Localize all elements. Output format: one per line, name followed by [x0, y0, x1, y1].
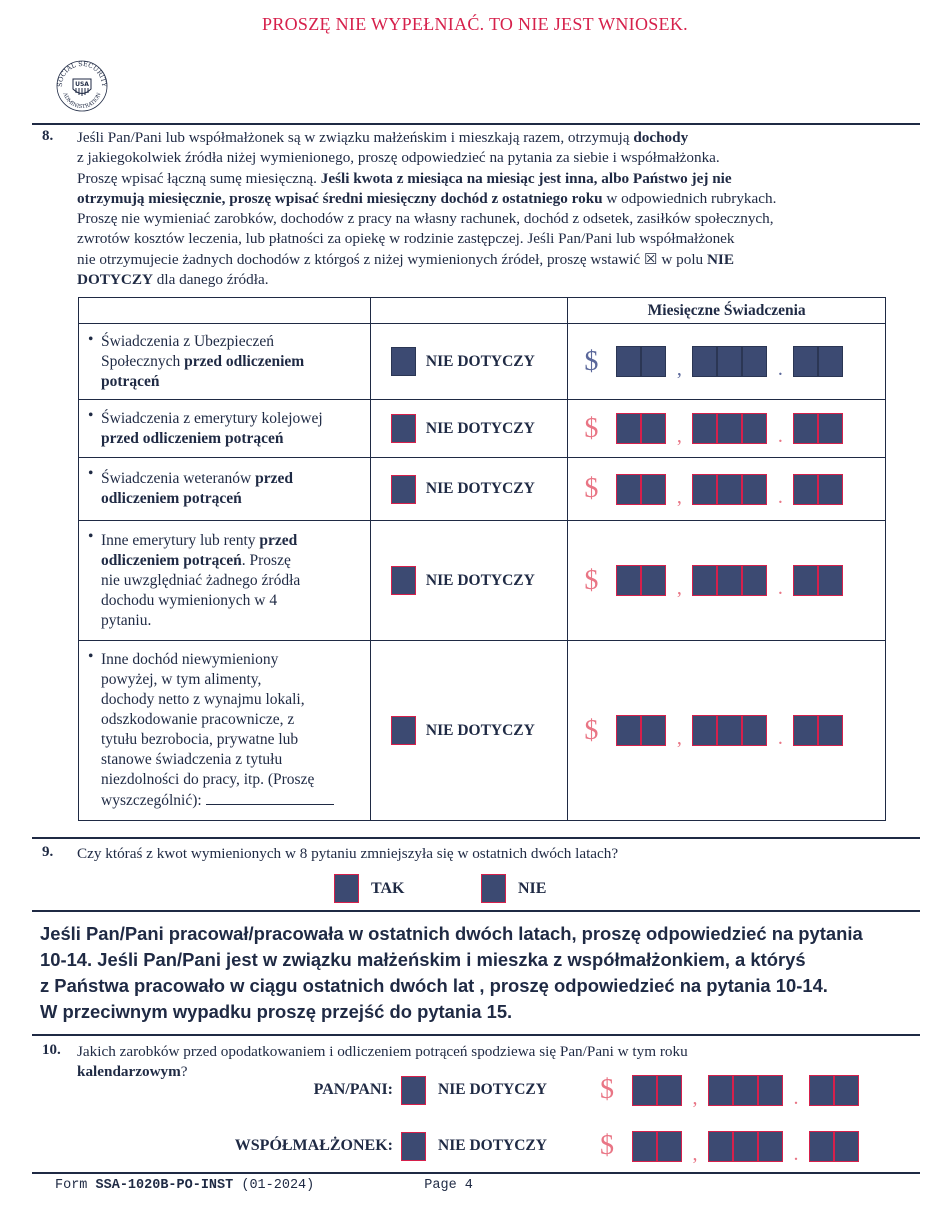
divider	[32, 1034, 920, 1036]
text-segment: Świadczenia weteranów	[101, 470, 256, 487]
digit-box[interactable]	[616, 413, 641, 444]
form-footer	[55, 1178, 473, 1193]
not-applicable-checkbox[interactable]	[401, 1076, 426, 1105]
digit-box[interactable]	[692, 565, 717, 596]
text-segment: stanowe świadczenia z tytułu	[101, 751, 283, 768]
digit-box[interactable]	[793, 565, 818, 596]
digit-box[interactable]	[793, 715, 818, 746]
comma-separator: ,	[692, 1086, 698, 1109]
digit-box[interactable]	[641, 346, 666, 377]
text-segment: Świadczenia z emerytury kolejowej	[101, 409, 323, 427]
divider	[32, 837, 920, 839]
text-segment: pytaniu.	[101, 611, 152, 629]
digit-box[interactable]	[717, 413, 742, 444]
not-applicable-option[interactable]	[371, 716, 567, 745]
cents-digits	[809, 1131, 859, 1162]
digit-box[interactable]	[793, 346, 818, 377]
digit-box[interactable]	[793, 413, 818, 444]
specify-blank-line[interactable]	[206, 790, 334, 805]
not-applicable-cell	[370, 521, 567, 641]
text-segment: dochody netto z wynajmu lokali,	[101, 691, 305, 708]
bold-text: Jeśli kwota z miesiąca na miesiąc jest inna, albo Państwo jej nie	[320, 169, 732, 187]
not-applicable-option[interactable]	[371, 414, 567, 443]
text-line	[77, 229, 917, 249]
digit-box[interactable]	[616, 715, 641, 746]
text-line	[101, 611, 364, 631]
svg-text:ADMINISTRATION: ADMINISTRATION	[61, 91, 103, 111]
income-row	[79, 324, 886, 400]
hundreds-digits	[692, 715, 767, 746]
bold-text: DOTYCZY	[77, 271, 153, 289]
digit-box[interactable]	[616, 346, 641, 377]
text-line	[101, 790, 364, 811]
thousands-digits	[616, 565, 666, 596]
digit-box[interactable]	[742, 565, 767, 596]
not-applicable-cell	[370, 458, 567, 521]
income-row	[79, 400, 886, 458]
not-applicable-cell	[370, 324, 567, 400]
monthly-benefits-header: Miesięczne Świadczenia	[568, 298, 886, 324]
amount-cell	[568, 521, 886, 641]
comma-separator: ,	[676, 727, 682, 749]
dollar-sign: $	[584, 714, 599, 746]
text-line	[77, 209, 917, 229]
bold-text: przed odliczeniem potrąceń	[101, 429, 284, 447]
ssa-seal-logo	[54, 56, 110, 112]
work-instruction	[40, 921, 910, 1025]
text-line	[101, 372, 364, 392]
digit-box[interactable]	[717, 346, 742, 377]
digit-box[interactable]	[742, 346, 767, 377]
instruction-line: Jeśli Pan/Pani pracował/pracowała w ostatnich dwóch latach, proszę odpowiedzieć na pytania	[40, 923, 863, 944]
question-8-text	[77, 128, 917, 290]
bullet: •	[88, 331, 94, 348]
digit-box[interactable]	[742, 474, 767, 505]
text-segment: niezdolności do pracy, itp. (Proszę	[101, 771, 315, 788]
text-line	[101, 469, 364, 489]
text-line	[77, 189, 917, 209]
divider	[32, 1172, 920, 1174]
question-8-number: 8.	[42, 128, 54, 144]
not-applicable-checkbox[interactable]	[391, 716, 416, 745]
amount-cell	[568, 324, 886, 400]
text-segment: dla danego źródła.	[152, 271, 269, 289]
dollar-sign: $	[600, 1130, 614, 1161]
digit-box[interactable]	[632, 1075, 657, 1106]
earnings-self-row	[200, 1074, 859, 1109]
hundreds-digits	[692, 474, 767, 505]
comma-separator: ,	[676, 577, 682, 599]
not-applicable-checkbox[interactable]	[391, 347, 416, 376]
comma-separator: ,	[676, 358, 682, 380]
bold-text: przed	[255, 470, 293, 487]
digit-box[interactable]	[758, 1075, 783, 1106]
income-row	[79, 521, 886, 641]
text-segment: tytułu bezrobocia, prywatne lub	[101, 731, 299, 748]
text-segment: nie otrzymujecie żadnych dochodów z którgoś z niżej wymienionych źródeł, proszę wstawić ☒ w polu	[77, 250, 707, 268]
instruction-line: 10-14. Jeśli Pan/Pani jest w związku małżeńskim i mieszka z współmałżonkiem, a któryś	[40, 949, 806, 970]
earnings-amount-field	[588, 1130, 859, 1165]
question-9-text: Czy któraś z kwot wymienionych w 8 pytaniu zmniejszyła się w ostatnich dwóch latach?	[77, 845, 619, 862]
header-blank-1	[79, 298, 371, 324]
dollar-sign: $	[584, 345, 599, 377]
not-applicable-label: NIE DOTYCZY	[438, 1081, 547, 1098]
no-checkbox[interactable]	[481, 874, 506, 903]
not-applicable-checkbox[interactable]	[391, 414, 416, 443]
amount-cell	[568, 641, 886, 821]
decimal-separator: .	[777, 727, 783, 749]
digit-box[interactable]	[809, 1131, 834, 1162]
comma-separator: ,	[692, 1142, 698, 1165]
not-applicable-label: NIE DOTYCZY	[438, 1137, 547, 1154]
decimal-separator: .	[777, 485, 783, 508]
hundreds-digits	[692, 413, 767, 444]
cents-digits	[793, 413, 843, 444]
bullet: •	[88, 465, 94, 482]
digit-box[interactable]	[742, 413, 767, 444]
income-source-cell	[79, 641, 371, 821]
text-segment: Inne emerytury lub renty	[101, 531, 260, 549]
question-10-mark: ?	[180, 1063, 188, 1081]
digit-box[interactable]	[717, 474, 742, 505]
bullet: •	[88, 648, 94, 665]
cents-digits	[793, 715, 843, 746]
spouse-label: WSPÓŁMAŁŻONEK:	[234, 1137, 393, 1154]
no-label: NIE	[518, 879, 547, 897]
decimal-separator: .	[793, 1086, 799, 1109]
digit-box[interactable]	[818, 413, 843, 444]
comma-separator: ,	[676, 425, 682, 447]
text-segment: nie uwzględniać żadnego źródła	[101, 571, 301, 589]
monthly-amount-field	[568, 346, 885, 378]
dollar-sign: $	[584, 473, 599, 504]
instruction-line: W przeciwnym wypadku proszę przejść do pytania 15.	[40, 1001, 513, 1022]
comma-separator: ,	[676, 485, 682, 508]
digit-box[interactable]	[616, 474, 641, 505]
text-segment: w odpowiednich rubrykach.	[602, 189, 777, 207]
text-segment: . Proszę	[241, 551, 291, 569]
income-row	[79, 641, 886, 821]
digit-box[interactable]	[641, 715, 666, 746]
text-segment: zwrotów kosztów leczenia, lub płatności za opiekę w rodzinie zastępczej. Jeśli Pan/Pani lub współmałżonek	[77, 230, 735, 248]
header-blank-2	[370, 298, 567, 324]
text-line	[101, 531, 364, 551]
digit-box[interactable]	[793, 474, 818, 505]
dollar-sign: $	[584, 564, 599, 596]
text-line	[101, 429, 364, 449]
amount-cell	[568, 400, 886, 458]
instruction-line: z Państwa pracowało w ciągu ostatnich dwóch lat , proszę odpowiedzieć na pytania 10-14.	[40, 975, 828, 996]
digit-box[interactable]	[758, 1131, 783, 1162]
digit-box[interactable]	[641, 565, 666, 596]
earnings-spouse-row	[160, 1130, 859, 1165]
text-line	[101, 670, 364, 690]
text-line	[101, 489, 364, 509]
text-line	[101, 409, 364, 429]
text-segment: wyszczególnić):	[101, 792, 206, 809]
text-segment: z jakiegokolwiek źródła niżej wymienionego, proszę odpowiedzieć na pytania za siebie i współmałżonka.	[77, 149, 720, 167]
cents-digits	[809, 1075, 859, 1106]
yes-label: TAK	[371, 879, 405, 897]
digit-box[interactable]	[733, 1075, 758, 1106]
digit-box[interactable]	[717, 565, 742, 596]
text-line	[101, 710, 364, 730]
income-source-cell	[79, 521, 371, 641]
thousands-digits	[632, 1131, 682, 1162]
yes-option[interactable]	[334, 874, 404, 903]
digit-box[interactable]	[692, 715, 717, 746]
digit-box[interactable]	[818, 346, 843, 377]
cents-digits	[793, 474, 843, 505]
monthly-amount-field	[568, 413, 885, 445]
do-not-fill-banner: PROSZĘ NIE WYPEŁNIAĆ. TO NIE JEST WNIOSEK.	[262, 14, 688, 34]
digit-box[interactable]	[616, 565, 641, 596]
bold-text: przed odliczeniem	[184, 352, 305, 370]
income-source-cell	[79, 400, 371, 458]
digit-box[interactable]	[692, 413, 717, 444]
text-segment: Społecznych	[101, 352, 185, 370]
text-line	[77, 270, 917, 290]
text-line	[101, 690, 364, 710]
digit-box[interactable]	[809, 1075, 834, 1106]
not-applicable-label: NIE DOTYCZY	[425, 571, 535, 589]
bold-text: odliczeniem potrąceń	[101, 551, 242, 569]
decimal-separator: .	[793, 1142, 799, 1165]
amount-cell	[568, 458, 886, 521]
decimal-separator: .	[777, 358, 783, 380]
digit-box[interactable]	[641, 413, 666, 444]
digit-box[interactable]	[717, 715, 742, 746]
divider	[32, 123, 920, 125]
hundreds-digits	[692, 565, 767, 596]
not-applicable-checkbox[interactable]	[391, 475, 416, 504]
bold-text: dochody	[633, 129, 689, 146]
bullet: •	[88, 407, 94, 424]
digit-box[interactable]	[632, 1131, 657, 1162]
digit-box[interactable]	[818, 565, 843, 596]
monthly-amount-field	[568, 473, 885, 508]
bold-text: otrzymują miesięcznie, proszę wpisać średni miesięczny dochód z ostatniego roku	[77, 189, 603, 207]
cents-digits	[793, 565, 843, 596]
text-segment: Jeśli Pan/Pani lub współmałżonek są w związku małżeńskim i mieszkają razem, otrzymują	[77, 129, 634, 146]
income-source-cell	[79, 458, 371, 521]
text-line	[101, 352, 364, 372]
not-applicable-option[interactable]	[371, 475, 567, 504]
digit-box[interactable]	[641, 474, 666, 505]
divider	[32, 910, 920, 912]
text-line	[101, 770, 364, 790]
text-segment: Świadczenia z Ubezpieczeń	[101, 332, 274, 350]
not-applicable-label: NIE DOTYCZY	[425, 419, 535, 437]
income-row	[79, 458, 886, 521]
text-line	[101, 571, 364, 591]
not-applicable-label: NIE DOTYCZY	[425, 352, 535, 370]
text-segment: odszkodowanie pracownicze, z	[101, 711, 295, 728]
text-line	[101, 650, 364, 670]
svg-text:SOCIAL SECURITY: SOCIAL SECURITY	[55, 59, 109, 88]
pan-pani-label: PAN/PANI:	[313, 1081, 393, 1098]
text-line	[77, 128, 917, 148]
yes-checkbox[interactable]	[334, 874, 359, 903]
form-date: (01-2024)	[233, 1178, 315, 1193]
text-segment: dochodu wymienionych w 4	[101, 591, 278, 609]
digit-box[interactable]	[818, 474, 843, 505]
income-source-cell	[79, 324, 371, 400]
thousands-digits	[616, 413, 666, 444]
svg-text:USA: USA	[75, 81, 89, 88]
cents-digits	[793, 346, 843, 377]
monthly-amount-field	[568, 715, 885, 747]
digit-box[interactable]	[708, 1075, 733, 1106]
question-10-line: Jakich zarobków przed opodatkowaniem i odliczeniem potrąceń spodziewa się Pan/Pani w tym roku	[77, 1043, 688, 1060]
hundreds-digits	[708, 1075, 783, 1106]
decimal-separator: .	[777, 577, 783, 599]
text-line	[77, 169, 917, 189]
thousands-digits	[632, 1075, 682, 1106]
not-applicable-checkbox[interactable]	[401, 1132, 426, 1161]
no-option[interactable]	[481, 874, 546, 903]
not-applicable-option[interactable]	[371, 347, 567, 376]
text-line	[101, 332, 364, 352]
income-table	[78, 297, 886, 821]
question-10-number: 10.	[42, 1042, 61, 1058]
digit-box[interactable]	[657, 1131, 682, 1162]
not-applicable-label: NIE DOTYCZY	[425, 721, 535, 739]
text-line	[101, 591, 364, 611]
text-line	[77, 250, 917, 270]
dollar-sign: $	[600, 1074, 614, 1105]
question-9-number: 9.	[42, 844, 54, 860]
not-applicable-checkbox[interactable]	[391, 566, 416, 595]
thousands-digits	[616, 715, 666, 746]
text-segment: Proszę nie wymieniać zarobków, dochodów z pracy na własny rachunek, dochód z odsetek, zasiłków społecznych,	[77, 210, 774, 228]
monthly-amount-field	[568, 565, 885, 597]
bold-text: przed	[259, 531, 298, 549]
decimal-separator: .	[777, 425, 783, 447]
digit-box[interactable]	[834, 1075, 859, 1106]
text-line	[77, 148, 917, 168]
digit-box[interactable]	[692, 346, 717, 377]
not-applicable-cell	[370, 400, 567, 458]
digit-box[interactable]	[742, 715, 767, 746]
earnings-amount-field	[588, 1074, 859, 1109]
thousands-digits	[616, 474, 666, 505]
text-segment: powyżej, w tym alimenty,	[101, 671, 262, 688]
bold-text: odliczeniem potrąceń	[101, 490, 242, 507]
hundreds-digits	[692, 346, 767, 377]
not-applicable-cell	[370, 641, 567, 821]
text-line	[101, 750, 364, 770]
digit-box[interactable]	[733, 1131, 758, 1162]
form-prefix: Form	[55, 1178, 96, 1193]
text-segment: Proszę wpisać łączną sumę miesięczną.	[77, 169, 321, 187]
bold-text: NIE	[706, 250, 734, 268]
hundreds-digits	[708, 1131, 783, 1162]
digit-box[interactable]	[692, 474, 717, 505]
text-line	[101, 551, 364, 571]
page-number: Page 4	[424, 1178, 473, 1193]
thousands-digits	[616, 346, 666, 377]
digit-box[interactable]	[657, 1075, 682, 1106]
digit-box[interactable]	[834, 1131, 859, 1162]
not-applicable-option[interactable]	[371, 566, 567, 595]
form-number: SSA-1020B-PO-INST	[95, 1178, 234, 1193]
digit-box[interactable]	[818, 715, 843, 746]
bold-text: potrąceń	[101, 372, 160, 390]
text-line	[101, 730, 364, 750]
question-10-bold: kalendarzowym	[77, 1063, 181, 1081]
not-applicable-label: NIE DOTYCZY	[425, 480, 535, 497]
dollar-sign: $	[584, 412, 599, 444]
text-segment: Inne dochód niewymieniony	[101, 651, 279, 668]
bullet: •	[88, 528, 94, 545]
digit-box[interactable]	[708, 1131, 733, 1162]
